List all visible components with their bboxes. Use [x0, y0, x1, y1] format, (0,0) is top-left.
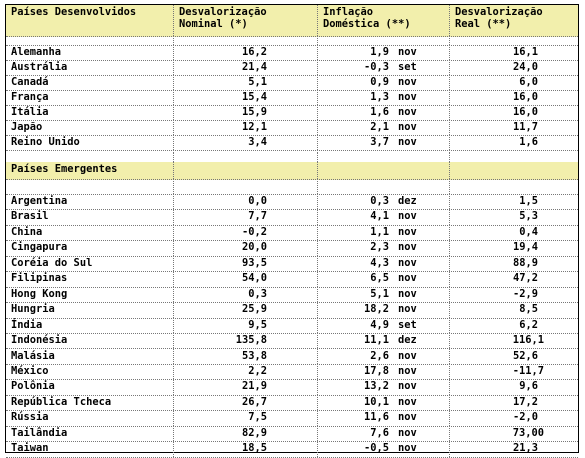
inflation-cell [317, 333, 449, 348]
nominal-value: 54,0 [241, 272, 267, 285]
inflation-month: nov [398, 91, 417, 103]
inflation-month: nov [398, 46, 417, 58]
nominal-value: 21,9 [241, 380, 267, 393]
real-cell [449, 441, 578, 456]
inflation-cell [317, 271, 449, 286]
country-cell [6, 287, 173, 302]
inflation-cell [317, 318, 449, 333]
inflation-value: 18,2 [363, 303, 389, 316]
nominal-value: 15,4 [241, 91, 267, 103]
country-cell [6, 105, 173, 120]
inflation-month: set [398, 318, 417, 331]
nominal-value: 16,2 [241, 46, 267, 58]
country-cell [6, 90, 173, 105]
table-row [6, 75, 578, 91]
real-value: 16,1 [512, 46, 538, 58]
country-cell [6, 194, 173, 209]
nominal-cell [173, 287, 317, 302]
country-name: República Tcheca [11, 395, 112, 408]
table-row [6, 256, 578, 272]
country-name: Polônia [11, 380, 55, 393]
nominal-value: 5,1 [248, 76, 267, 88]
real-cell [449, 410, 578, 425]
real-value: 16,0 [512, 106, 538, 118]
real-cell [449, 256, 578, 271]
country-cell [6, 364, 173, 379]
table-row [6, 379, 578, 395]
real-cell [449, 333, 578, 348]
nominal-cell [173, 60, 317, 75]
header-developed-countries: Países Desenvolvidos [11, 6, 137, 18]
section-title-emerging: Países Emergentes [11, 163, 118, 175]
real-value: 16,0 [512, 91, 538, 103]
real-cell [449, 120, 578, 135]
table-row [6, 271, 578, 287]
country-cell [6, 209, 173, 224]
real-cell [449, 240, 578, 255]
inflation-month: nov [398, 136, 417, 148]
country-name: Malásia [11, 349, 55, 362]
nominal-value: 0,0 [248, 195, 267, 207]
country-cell [6, 379, 173, 394]
table-row [6, 349, 578, 365]
country-cell [6, 395, 173, 410]
inflation-value: 4,9 [370, 318, 389, 331]
real-value: 73,00 [512, 426, 544, 439]
nominal-value: 82,9 [241, 426, 267, 439]
real-value: -11,7 [512, 364, 544, 377]
nominal-cell [173, 364, 317, 379]
nominal-value: 9,5 [248, 318, 267, 331]
table-row [6, 410, 578, 426]
inflation-cell [317, 240, 449, 255]
country-name: Hungria [11, 303, 55, 316]
table-row [6, 364, 578, 380]
inflation-value: 4,3 [370, 256, 389, 269]
inflation-month: dez [398, 334, 417, 347]
table-header-row [6, 5, 578, 37]
nominal-cell [173, 349, 317, 364]
inflation-month: dez [398, 195, 417, 207]
nominal-cell [173, 209, 317, 224]
nominal-cell [173, 194, 317, 209]
nominal-value: 3,4 [248, 136, 267, 148]
country-cell [6, 441, 173, 456]
real-cell [449, 395, 578, 410]
real-value: 8,5 [519, 303, 538, 316]
country-cell [6, 410, 173, 425]
nominal-cell [173, 75, 317, 90]
table-row [6, 287, 578, 303]
nominal-value: 2,2 [248, 364, 267, 377]
real-value: 47,2 [512, 272, 538, 285]
nominal-cell [173, 379, 317, 394]
country-name: Coréia do Sul [11, 256, 93, 269]
country-name: Indonésia [11, 334, 68, 347]
country-name: México [11, 364, 49, 377]
inflation-cell [317, 364, 449, 379]
inflation-cell [317, 90, 449, 105]
inflation-cell [317, 135, 449, 150]
nominal-cell [173, 441, 317, 456]
nominal-value: 12,1 [241, 121, 267, 133]
inflation-value: 7,6 [370, 426, 389, 439]
inflation-cell [317, 60, 449, 75]
nominal-cell [173, 426, 317, 441]
nominal-cell [173, 318, 317, 333]
nominal-cell [173, 410, 317, 425]
table-row [6, 135, 578, 151]
inflation-cell [317, 225, 449, 240]
table-row [6, 441, 578, 457]
country-name: Brasil [11, 210, 49, 223]
nominal-value: 21,4 [241, 61, 267, 73]
inflation-month: nov [398, 380, 417, 393]
inflation-cell [317, 441, 449, 456]
inflation-value: 1,1 [370, 225, 389, 238]
country-cell [6, 271, 173, 286]
table-row [6, 45, 578, 61]
real-value: 6,0 [519, 76, 538, 88]
table-row [6, 318, 578, 334]
country-cell [6, 240, 173, 255]
real-value: 9,6 [519, 380, 538, 393]
section-header-row [6, 162, 578, 180]
inflation-value: 6,5 [370, 272, 389, 285]
real-cell [449, 225, 578, 240]
real-value: 1,5 [519, 195, 538, 207]
header-domestic-inflation: Inflação Doméstica (**) [317, 5, 449, 36]
real-cell [449, 45, 578, 60]
real-cell [449, 318, 578, 333]
country-name: China [11, 225, 43, 238]
inflation-cell [317, 287, 449, 302]
inflation-value: 0,9 [370, 76, 389, 88]
nominal-cell [173, 240, 317, 255]
inflation-value: 4,1 [370, 210, 389, 223]
real-cell [449, 90, 578, 105]
real-value: -2,9 [512, 287, 538, 300]
nominal-value: 135,8 [235, 334, 267, 347]
table-row [6, 225, 578, 241]
nominal-value: 7,5 [248, 411, 267, 424]
country-name: Tailândia [11, 426, 68, 439]
inflation-value: 1,6 [370, 106, 389, 118]
country-cell [6, 60, 173, 75]
inflation-month: nov [398, 349, 417, 362]
inflation-month: nov [398, 303, 417, 316]
header-real-devaluation: Desvalorização Real (**) [449, 5, 578, 36]
real-cell [449, 287, 578, 302]
table-row [6, 395, 578, 411]
real-cell [449, 271, 578, 286]
inflation-month: nov [398, 411, 417, 424]
inflation-value: 11,6 [363, 411, 389, 424]
inflation-cell [317, 105, 449, 120]
real-value: 19,4 [512, 241, 538, 254]
nominal-cell [173, 135, 317, 150]
inflation-month: nov [398, 241, 417, 254]
table-row [6, 209, 578, 225]
currency-devaluation-table [5, 4, 579, 453]
country-name: Alemanha [11, 46, 62, 58]
inflation-value: 2,3 [370, 241, 389, 254]
country-cell [6, 318, 173, 333]
inflation-cell [317, 45, 449, 60]
inflation-cell [317, 426, 449, 441]
inflation-month: nov [398, 210, 417, 223]
real-value: 17,2 [512, 395, 538, 408]
country-cell [6, 120, 173, 135]
inflation-value: 2,6 [370, 349, 389, 362]
nominal-value: 0,3 [248, 287, 267, 300]
nominal-cell [173, 395, 317, 410]
spacer-row [6, 179, 578, 195]
country-name: Austrália [11, 61, 68, 73]
nominal-cell [173, 45, 317, 60]
country-name: Itália [11, 106, 49, 118]
header-nominal-devaluation: Desvalorização Nominal (*) [173, 5, 317, 36]
nominal-value: 25,9 [241, 303, 267, 316]
country-cell [6, 256, 173, 271]
nominal-cell [173, 256, 317, 271]
inflation-value: -0,3 [363, 61, 389, 73]
real-value: 88,9 [512, 256, 538, 269]
inflation-month: nov [398, 121, 417, 133]
real-cell [449, 349, 578, 364]
table-row [6, 333, 578, 349]
table-row [6, 240, 578, 256]
inflation-month: nov [398, 442, 417, 455]
inflation-value: 5,1 [370, 287, 389, 300]
inflation-value: 11,1 [363, 334, 389, 347]
inflation-value: 1,9 [370, 46, 389, 58]
nominal-cell [173, 90, 317, 105]
country-name: Hong Kong [11, 287, 68, 300]
real-value: 1,6 [519, 136, 538, 148]
country-cell [6, 349, 173, 364]
country-name: Cingapura [11, 241, 68, 254]
inflation-cell [317, 209, 449, 224]
inflation-cell [317, 395, 449, 410]
country-cell [6, 135, 173, 150]
table-row [6, 426, 578, 442]
real-value: 0,4 [519, 225, 538, 238]
nominal-value: 18,5 [241, 442, 267, 455]
inflation-month: nov [398, 395, 417, 408]
inflation-value: 10,1 [363, 395, 389, 408]
real-cell [449, 75, 578, 90]
real-value: 6,2 [519, 318, 538, 331]
nominal-value: 7,7 [248, 210, 267, 223]
table-row [6, 60, 578, 76]
inflation-value: 3,7 [370, 136, 389, 148]
table-row [6, 120, 578, 136]
country-name: Reino Unido [11, 136, 80, 148]
nominal-value: 26,7 [241, 395, 267, 408]
inflation-cell [317, 302, 449, 317]
inflation-value: 13,2 [363, 380, 389, 393]
real-value: -2,0 [512, 411, 538, 424]
real-cell [449, 60, 578, 75]
nominal-value: 20,0 [241, 241, 267, 254]
inflation-month: nov [398, 256, 417, 269]
real-value: 116,1 [512, 334, 544, 347]
country-cell [6, 45, 173, 60]
inflation-month: nov [398, 287, 417, 300]
inflation-cell [317, 410, 449, 425]
inflation-value: 17,8 [363, 364, 389, 377]
nominal-cell [173, 271, 317, 286]
table-row [6, 194, 578, 210]
real-cell [449, 135, 578, 150]
nominal-value: 53,8 [241, 349, 267, 362]
real-cell [449, 302, 578, 317]
country-cell [6, 333, 173, 348]
nominal-cell [173, 120, 317, 135]
country-cell [6, 75, 173, 90]
nominal-cell [173, 105, 317, 120]
nominal-value: 15,9 [241, 106, 267, 118]
real-value: 52,6 [512, 349, 538, 362]
inflation-month: nov [398, 225, 417, 238]
country-name: Índia [11, 318, 43, 331]
real-value: 24,0 [512, 61, 538, 73]
real-cell [449, 209, 578, 224]
country-name: França [11, 91, 49, 103]
inflation-value: -0,5 [363, 442, 389, 455]
real-value: 11,7 [512, 121, 538, 133]
country-name: Filipinas [11, 272, 68, 285]
inflation-cell [317, 120, 449, 135]
country-name: Argentina [11, 195, 68, 207]
nominal-cell [173, 225, 317, 240]
inflation-month: nov [398, 364, 417, 377]
real-cell [449, 364, 578, 379]
inflation-month: nov [398, 106, 417, 118]
nominal-cell [173, 333, 317, 348]
inflation-month: nov [398, 76, 417, 88]
country-cell [6, 225, 173, 240]
nominal-value: 93,5 [241, 256, 267, 269]
country-cell [6, 426, 173, 441]
real-value: 21,3 [512, 442, 538, 455]
real-cell [449, 105, 578, 120]
inflation-month: set [398, 61, 417, 73]
inflation-cell [317, 194, 449, 209]
country-name: Rússia [11, 411, 49, 424]
inflation-value: 2,1 [370, 121, 389, 133]
inflation-value: 0,3 [370, 195, 389, 207]
country-name: Japão [11, 121, 43, 133]
inflation-value: 1,3 [370, 91, 389, 103]
country-name: Canadá [11, 76, 49, 88]
real-cell [449, 379, 578, 394]
inflation-cell [317, 256, 449, 271]
real-cell [449, 426, 578, 441]
table-row [6, 90, 578, 106]
country-cell [6, 302, 173, 317]
nominal-value: -0,2 [241, 225, 267, 238]
inflation-month: nov [398, 272, 417, 285]
country-name: Taiwan [11, 442, 49, 455]
nominal-cell [173, 302, 317, 317]
real-value: 5,3 [519, 210, 538, 223]
table-row [6, 105, 578, 121]
inflation-cell [317, 349, 449, 364]
inflation-month: nov [398, 426, 417, 439]
inflation-cell [317, 75, 449, 90]
inflation-cell [317, 379, 449, 394]
table-row [6, 302, 578, 318]
real-cell [449, 194, 578, 209]
